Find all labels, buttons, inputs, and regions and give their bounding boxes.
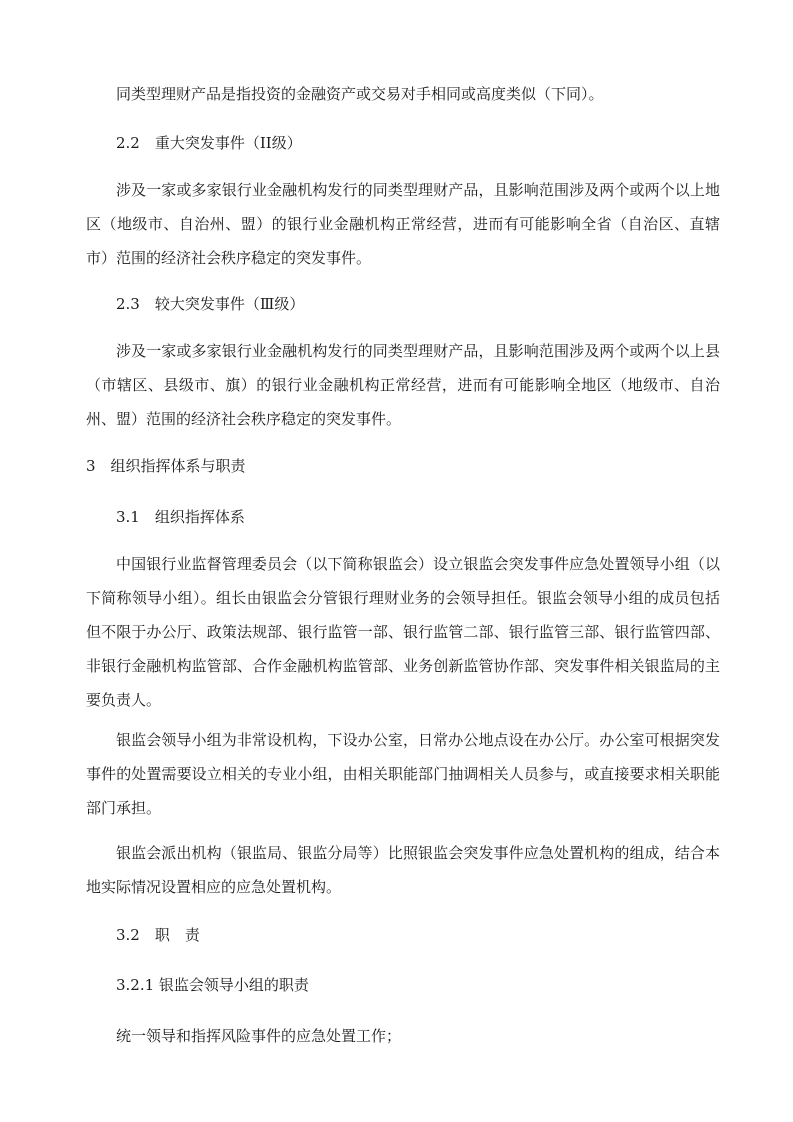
heading-3-2-1: 3.2.1 银监会领导小组的职责	[116, 976, 309, 994]
paragraph-3-1-c: 银监会派出机构（银监局、银监分局等）比照银监会突发事件应急处置机构的组成，结合本地实际情况设置相应的应急处置机构。	[86, 844, 720, 896]
heading-3-2: 3.2 职 责	[116, 926, 200, 944]
heading-2-3: 2.3 较大突发事件（Ⅲ级）	[116, 295, 305, 313]
paragraph-3-2-1-item: 统一领导和指挥风险事件的应急处置工作；	[116, 1027, 402, 1045]
paragraph-2-3: 涉及一家或多家银行业金融机构发行的同类型理财产品，且影响范围涉及两个或两个以上县（市辖区、县级市、旗）的银行业金融机构正常经营，进而有可能影响全地区（地级市、自治州、盟）范围的经济社会秩序稳定的突发事件。	[86, 342, 720, 428]
paragraph-2-2: 涉及一家或多家银行业金融机构发行的同类型理财产品，且影响范围涉及两个或两个以上地区（地级市、自治州、盟）的银行业金融机构正常经营，进而有可能影响全省（自治区、直辖市）范围的经济社会秩序稳定的突发事件。	[86, 181, 720, 267]
heading-3-1: 3.1 组织指挥体系	[116, 508, 245, 526]
heading-3: 3 组织指挥体系与职责	[86, 457, 246, 475]
paragraph-3-1-b: 银监会领导小组为非常设机构，下设办公室，日常办公地点设在办公厅。办公室可根据突发事件的处置需要设立相关的专业小组，由相关职能部门抽调相关人员参与，或直接要求相关职能部门承担。	[86, 731, 720, 817]
paragraph-definition-line: 同类型理财产品是指投资的金融资产或交易对手相同或高度类似（下同）。	[116, 85, 604, 103]
heading-2-2: 2.2 重大突发事件（II级）	[116, 134, 302, 152]
paragraph-3-1-a: 中国银行业监督管理委员会（以下简称银监会）设立银监会突发事件应急处置领导小组（以下简称领导小组）。组长由银监会分管银行理财业务的会领导担任。银监会领导小组的成员包括但不限于办公厅、政策法规部、银行监管一部、银行监管二部、银行监管三部、银行监管四部、非银行金融机构监管部、合作金融机构监管部、业务创新监管协作部、突发事件相关银监局的主要负责人。	[86, 555, 720, 709]
